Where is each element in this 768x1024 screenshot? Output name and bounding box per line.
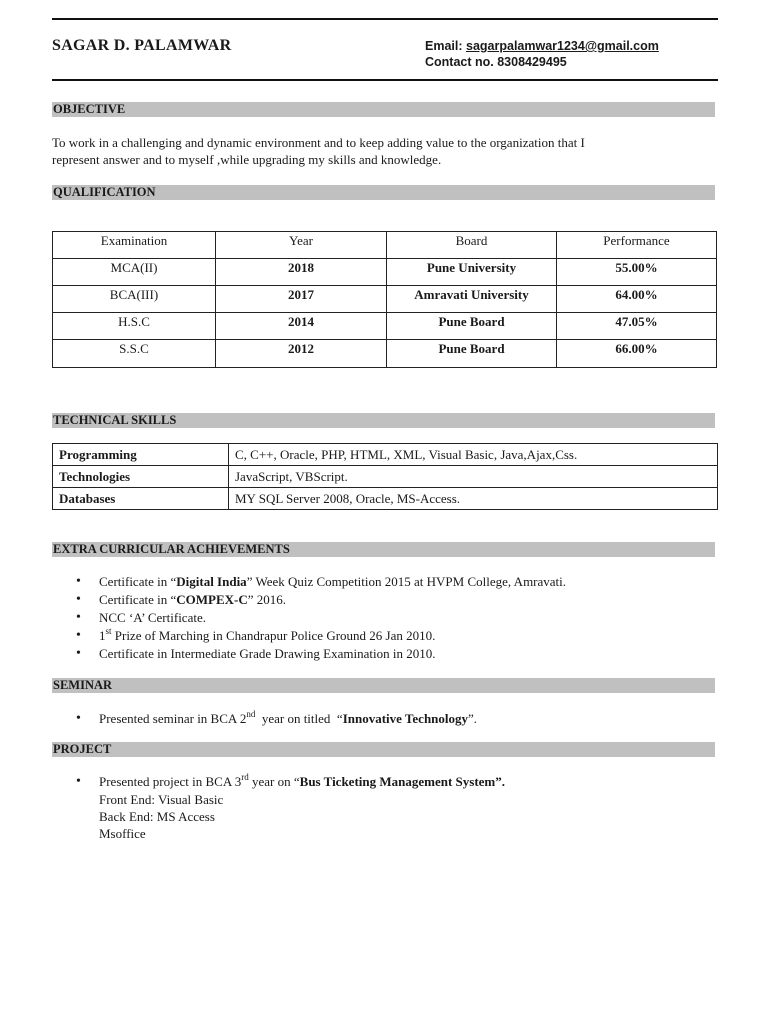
header-cell: Board bbox=[387, 232, 557, 259]
item-text: 1 bbox=[99, 628, 106, 643]
item-text: ”. bbox=[468, 711, 478, 726]
section-seminar: SEMINAR bbox=[52, 678, 715, 693]
section-qualification: QUALIFICATION bbox=[52, 185, 715, 200]
item-text: Certificate in Intermediate Grade Drawing Examination in 2010. bbox=[99, 646, 436, 661]
table-cell: 2017 bbox=[216, 286, 387, 313]
table-cell: BCA(III) bbox=[53, 286, 216, 313]
list-item bbox=[76, 609, 566, 627]
item-text: ” 2016. bbox=[247, 592, 287, 607]
ordinal-suffix: nd bbox=[246, 708, 256, 719]
table-row bbox=[53, 444, 718, 466]
project-front-end: Front End: Visual Basic bbox=[99, 792, 224, 807]
item-text: Certificate in “ bbox=[99, 574, 177, 589]
item-emphasis: Digital India bbox=[176, 574, 247, 589]
table-row bbox=[53, 340, 717, 368]
header-cell: Examination bbox=[53, 232, 216, 259]
table-row bbox=[53, 313, 717, 340]
contact-number: 8308429495 bbox=[497, 55, 567, 69]
table-row bbox=[53, 488, 718, 510]
contact-label: Contact no. bbox=[425, 55, 498, 69]
table-cell: MCA(II) bbox=[53, 259, 216, 286]
qualification-table bbox=[52, 231, 717, 368]
item-emphasis: Bus Ticketing Management System”. bbox=[299, 774, 506, 789]
candidate-name: SAGAR D. PALAMWAR bbox=[52, 37, 232, 54]
list-item bbox=[76, 591, 566, 609]
item-text: ” Week Quiz Competition 2015 at HVPM College, Amravati. bbox=[246, 574, 567, 589]
table-cell: 2018 bbox=[216, 259, 387, 286]
section-achievements: EXTRA CURRICULAR ACHIEVEMENTS bbox=[52, 542, 715, 557]
item-text: year on titled “ bbox=[255, 711, 343, 726]
skill-category: Databases bbox=[53, 488, 229, 510]
objective-line-1: To work in a challenging and dynamic environment and to keep adding value to the organization that I bbox=[52, 135, 585, 150]
list-item bbox=[76, 773, 505, 791]
list-item bbox=[76, 573, 566, 591]
ordinal-suffix: st bbox=[105, 625, 112, 636]
item-text: Prize of Marching in Chandrapur Police Ground 26 Jan 2010. bbox=[111, 628, 436, 643]
email-label: Email: bbox=[425, 39, 466, 53]
item-text: NCC ‘A’ Certificate. bbox=[99, 610, 206, 625]
table-cell: 64.00% bbox=[557, 286, 717, 313]
email-link[interactable]: sagarpalamwar1234@gmail.com bbox=[466, 39, 659, 53]
contact-block bbox=[425, 38, 659, 70]
header-cell: Year bbox=[216, 232, 387, 259]
section-technical-skills: TECHNICAL SKILLS bbox=[52, 413, 715, 428]
skills-table bbox=[52, 443, 718, 510]
top-rule bbox=[52, 18, 718, 20]
header-cell: Performance bbox=[557, 232, 717, 259]
item-text: Certificate in “ bbox=[99, 592, 177, 607]
header-rule bbox=[52, 79, 718, 81]
table-cell: 55.00% bbox=[557, 259, 717, 286]
item-text: Presented seminar in BCA 2 bbox=[99, 711, 247, 726]
section-objective: OBJECTIVE bbox=[52, 102, 715, 117]
table-cell: Pune Board bbox=[387, 340, 557, 368]
item-emphasis: Innovative Technology bbox=[342, 711, 469, 726]
table-row bbox=[53, 286, 717, 313]
skill-values: MY SQL Server 2008, Oracle, MS-Access. bbox=[229, 488, 718, 510]
table-cell: 2012 bbox=[216, 340, 387, 368]
item-text: Presented project in BCA 3 bbox=[99, 774, 242, 789]
table-cell: Pune Board bbox=[387, 313, 557, 340]
list-item bbox=[76, 710, 477, 728]
table-cell: Pune University bbox=[387, 259, 557, 286]
table-cell: Amravati University bbox=[387, 286, 557, 313]
table-cell: 2014 bbox=[216, 313, 387, 340]
ordinal-suffix: rd bbox=[241, 771, 249, 782]
table-row bbox=[53, 259, 717, 286]
achievements-list bbox=[76, 573, 566, 663]
skill-values: C, C++, Oracle, PHP, HTML, XML, Visual Basic, Java,Ajax,Css. bbox=[229, 444, 718, 466]
skill-category: Programming bbox=[53, 444, 229, 466]
table-cell: S.S.C bbox=[53, 340, 216, 368]
table-cell: 47.05% bbox=[557, 313, 717, 340]
table-header-row bbox=[53, 232, 717, 259]
table-row bbox=[53, 466, 718, 488]
table-cell: H.S.C bbox=[53, 313, 216, 340]
skill-category: Technologies bbox=[53, 466, 229, 488]
seminar-list bbox=[76, 710, 477, 728]
objective-text bbox=[52, 134, 722, 168]
item-emphasis: COMPEX-C bbox=[176, 592, 248, 607]
section-project: PROJECT bbox=[52, 742, 715, 757]
objective-line-2: represent answer and to myself ,while upgrading my skills and knowledge. bbox=[52, 152, 442, 167]
project-office: Msoffice bbox=[99, 826, 146, 841]
list-item bbox=[76, 645, 566, 663]
item-text: year on “ bbox=[248, 774, 300, 789]
skill-values: JavaScript, VBScript. bbox=[229, 466, 718, 488]
project-back-end: Back End: MS Access bbox=[99, 809, 215, 824]
table-cell: 66.00% bbox=[557, 340, 717, 368]
list-item bbox=[76, 627, 566, 645]
project-list bbox=[76, 773, 505, 791]
